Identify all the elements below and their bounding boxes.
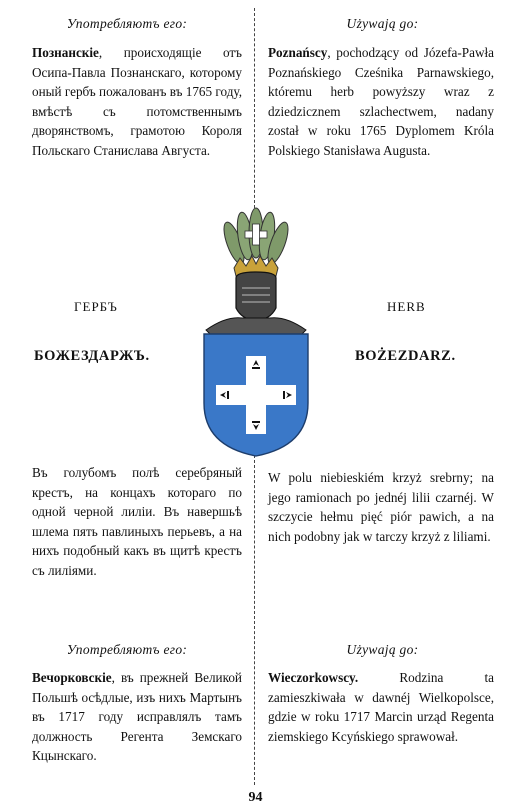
right-family-paragraph-bottom bbox=[268, 668, 494, 746]
page-number: 94 bbox=[248, 790, 263, 805]
family-name-pl-bottom: Wieczorkowscy. bbox=[268, 670, 359, 685]
family-name-pl: Poznańscy bbox=[268, 45, 328, 60]
blazon-paragraph-pl: W polu niebieskiém krzyż srebrny; na jego ramionach po jednéj lilii czarnéj. W szczycie hełmu pięć piór pawich, a na nich podobny jak w tarczy krzyż z liliami. bbox=[268, 470, 494, 544]
family-description-pl-bottom: Rodzina ta zamieszkiwała w dawnéj Wielkopolsce, gdzie w roku 1717 Marcin urząd Regenta ziemskiego Kcyńskiego sprawował. bbox=[268, 670, 494, 744]
arms-name-pl: BOŻEZDARZ. bbox=[355, 348, 456, 364]
blazon-paragraph-ru: Въ голубомъ полѣ серебряный крестъ, на концахъ котораго по одной черной лиліи. Въ навершьѣ шлема пять павлиныхъ перьевъ, а на нихъ подобный какъ въ щитѣ крестъ съ лиліями. bbox=[32, 465, 242, 578]
family-description-pl: , pochodzący od Józefa-Pawła Poznańskiego Cześnika Parnawskiego, któremu herb powyższy wraz z dziedzicznem szlachectwem, nadany został w roku 1765 Dyplomem Króla Polskiego Stanisława Augusta. bbox=[268, 45, 494, 158]
left-family-paragraph-top bbox=[32, 43, 242, 161]
right-usage-heading-bottom: Używają go: bbox=[346, 642, 419, 657]
family-description-ru: , происходящіе отъ Осипа-Павла Познанскаго, которому оный гербъ пожалованъ въ 1765 году, вмѣстѣ съ потомственнымъ дворянствомъ, грамотою Короля Польскаго Станислава Августа. bbox=[32, 45, 242, 158]
column-divider-top bbox=[254, 8, 255, 208]
right-usage-heading-top: Używają go: bbox=[346, 16, 419, 31]
column-divider-bottom bbox=[254, 455, 255, 785]
family-name-ru: Познанскіе bbox=[32, 45, 99, 60]
right-family-paragraph-top bbox=[268, 43, 494, 161]
arms-name-ru: БОЖЕЗДАРЖЪ. bbox=[34, 348, 150, 364]
arms-label-ru: ГЕРБЪ bbox=[74, 299, 118, 314]
family-description-ru-bottom: , въ прежней Великой Польшѣ осѣдлые, изъ нихъ Мартынъ въ 1717 году исправлялъ тамъ должность Регента Земскаго Кцынскаго. bbox=[32, 670, 242, 764]
family-name-ru-bottom: Вечорковскіе bbox=[32, 670, 112, 685]
peacock-feathers-crest bbox=[220, 208, 292, 266]
left-usage-heading-bottom: Употребляютъ его: bbox=[66, 642, 188, 657]
arms-label-pl: HERB bbox=[387, 299, 426, 314]
left-usage-heading-top: Употребляютъ его: bbox=[66, 16, 188, 31]
coat-of-arms bbox=[196, 198, 316, 460]
left-family-paragraph-bottom bbox=[32, 668, 242, 766]
helmet bbox=[206, 272, 306, 336]
